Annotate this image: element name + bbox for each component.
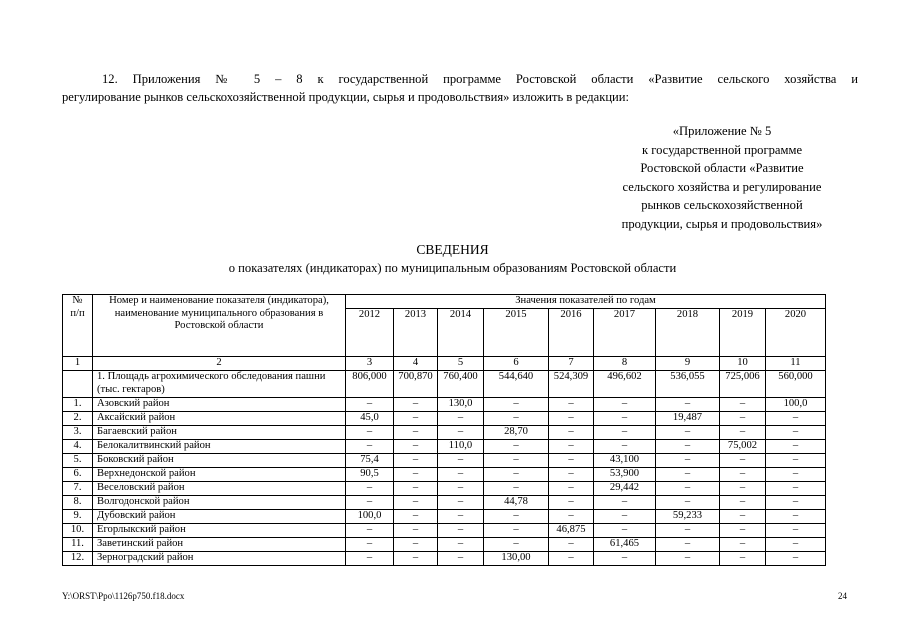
table-row (63, 481, 826, 495)
header-num: № п/п (63, 295, 93, 357)
year-header: 2019 (720, 309, 766, 357)
value-cell: – (656, 439, 720, 453)
row-number: 3. (63, 425, 93, 439)
value-cell: – (438, 411, 484, 425)
value-cell: – (394, 495, 438, 509)
value-cell: – (766, 509, 826, 523)
year-header: 2018 (656, 309, 720, 357)
appendix-header (588, 122, 856, 233)
table-column-numbers-row (63, 357, 826, 371)
value-cell: 59,233 (656, 509, 720, 523)
indicator-value: 560,000 (766, 371, 826, 398)
value-cell: 75,4 (346, 453, 394, 467)
year-header: 2014 (438, 309, 484, 357)
intro-paragraph (62, 70, 858, 106)
column-number: 6 (484, 357, 549, 371)
document-subtitle: о показателях (индикаторах) по муниципальным образованиям Ростовской области (228, 261, 677, 275)
value-cell: – (346, 551, 394, 565)
value-cell: 130,0 (438, 397, 484, 411)
value-cell: – (394, 453, 438, 467)
value-cell: – (346, 481, 394, 495)
value-cell: – (594, 551, 656, 565)
year-header: 2012 (346, 309, 394, 357)
table-row (63, 453, 826, 467)
value-cell: – (484, 537, 549, 551)
value-cell: – (656, 523, 720, 537)
value-cell: – (484, 467, 549, 481)
district-name: Боковский район (93, 453, 346, 467)
value-cell: 29,442 (594, 481, 656, 495)
value-cell: – (484, 523, 549, 537)
value-cell: – (766, 537, 826, 551)
row-number: 4. (63, 439, 93, 453)
value-cell: – (549, 509, 594, 523)
value-cell: – (766, 551, 826, 565)
year-header: 2016 (549, 309, 594, 357)
year-header: 2013 (394, 309, 438, 357)
footer-file-path: Y:\ORST\Ppo\1126p750.f18.docx (62, 591, 185, 601)
value-cell: – (594, 439, 656, 453)
value-cell: 90,5 (346, 467, 394, 481)
value-cell: – (720, 551, 766, 565)
value-cell: – (656, 453, 720, 467)
value-cell: – (549, 467, 594, 481)
district-name: Белокалитвинский район (93, 439, 346, 453)
value-cell: – (438, 467, 484, 481)
value-cell: – (594, 509, 656, 523)
value-cell: – (656, 467, 720, 481)
appendix-line: сельского хозяйства и регулирование (622, 179, 822, 194)
value-cell: – (438, 537, 484, 551)
district-name: Аксайский район (93, 411, 346, 425)
value-cell: 53,900 (594, 467, 656, 481)
column-number: 10 (720, 357, 766, 371)
table-row (63, 551, 826, 565)
value-cell: – (766, 425, 826, 439)
indicator-value: 544,640 (484, 371, 549, 398)
indicator-value: 760,400 (438, 371, 484, 398)
value-cell: – (346, 495, 394, 509)
row-number: 2. (63, 411, 93, 425)
table-row (63, 495, 826, 509)
year-header: 2015 (484, 309, 549, 357)
intro-line-2: регулирование рынков сельскохозяйственной продукции, сырья и продовольствия» изложить в редакции: (62, 90, 630, 104)
appendix-line: «Приложение № 5 (672, 124, 772, 138)
value-cell: – (394, 411, 438, 425)
value-cell: – (656, 425, 720, 439)
value-cell: – (394, 523, 438, 537)
district-name: Дубовский район (93, 509, 346, 523)
column-number: 1 (63, 357, 93, 371)
value-cell: – (720, 509, 766, 523)
value-cell: 130,00 (484, 551, 549, 565)
row-number: 5. (63, 453, 93, 467)
column-number: 3 (346, 357, 394, 371)
indicator-value: 725,006 (720, 371, 766, 398)
value-cell: – (394, 509, 438, 523)
value-cell: – (720, 453, 766, 467)
indicator-value: 496,602 (594, 371, 656, 398)
value-cell: – (484, 509, 549, 523)
value-cell: – (346, 425, 394, 439)
value-cell: – (656, 397, 720, 411)
table-row (63, 397, 826, 411)
year-header: 2020 (766, 309, 826, 357)
footer-page-number: 24 (838, 591, 847, 601)
indicator-num-cell (63, 371, 93, 398)
document-title: СВЕДЕНИЯ (416, 242, 489, 257)
value-cell: – (549, 439, 594, 453)
column-number: 2 (93, 357, 346, 371)
row-number: 12. (63, 551, 93, 565)
value-cell: – (594, 523, 656, 537)
column-number: 11 (766, 357, 826, 371)
value-cell: – (438, 425, 484, 439)
indicators-table (62, 294, 826, 566)
value-cell: – (549, 453, 594, 467)
intro-line-1: 12. Приложения № 5 – 8 к государственной программе Ростовской области «Развитие сельского хозяйства и (102, 72, 858, 86)
value-cell: – (394, 425, 438, 439)
value-cell: – (766, 495, 826, 509)
appendix-line: к государственной программе (641, 142, 803, 157)
value-cell: – (438, 523, 484, 537)
value-cell: – (346, 439, 394, 453)
value-cell: – (549, 425, 594, 439)
value-cell: 100,0 (346, 509, 394, 523)
indicator-value: 524,309 (549, 371, 594, 398)
appendix-line: продукции, сырья и продовольствия» (621, 216, 823, 231)
value-cell: – (594, 425, 656, 439)
table-row (63, 425, 826, 439)
value-cell: 45,0 (346, 411, 394, 425)
value-cell: – (394, 467, 438, 481)
year-header: 2017 (594, 309, 656, 357)
value-cell: – (720, 523, 766, 537)
value-cell: – (549, 551, 594, 565)
value-cell: – (720, 537, 766, 551)
value-cell: – (549, 411, 594, 425)
value-cell: – (549, 495, 594, 509)
value-cell: – (656, 537, 720, 551)
district-name: Веселовский район (93, 481, 346, 495)
value-cell: – (594, 397, 656, 411)
row-number: 10. (63, 523, 93, 537)
row-number: 11. (63, 537, 93, 551)
district-name: Багаевский район (93, 425, 346, 439)
value-cell: – (484, 411, 549, 425)
value-cell: – (484, 439, 549, 453)
value-cell: – (549, 481, 594, 495)
appendix-line: Ростовской области «Развитие (640, 161, 804, 175)
value-cell: 75,002 (720, 439, 766, 453)
value-cell: – (656, 481, 720, 495)
column-number: 8 (594, 357, 656, 371)
row-number: 9. (63, 509, 93, 523)
value-cell: 19,487 (656, 411, 720, 425)
indicator-value: 806,000 (346, 371, 394, 398)
value-cell: – (346, 397, 394, 411)
row-number: 7. (63, 481, 93, 495)
indicator-value: 536,055 (656, 371, 720, 398)
value-cell: – (438, 509, 484, 523)
district-name: Заветинский район (93, 537, 346, 551)
table-row (63, 537, 826, 551)
value-cell: – (346, 523, 394, 537)
row-number: 8. (63, 495, 93, 509)
table-row (63, 523, 826, 537)
header-indicator-name: Номер и наименование показателя (индикатора), наименование муниципального образования в Ростовской области (93, 295, 346, 357)
district-name: Верхнедонской район (93, 467, 346, 481)
value-cell: – (484, 481, 549, 495)
value-cell: – (766, 467, 826, 481)
table-header-row (63, 295, 826, 309)
value-cell: – (346, 537, 394, 551)
value-cell: 100,0 (766, 397, 826, 411)
value-cell: 28,70 (484, 425, 549, 439)
value-cell: – (394, 537, 438, 551)
column-number: 4 (394, 357, 438, 371)
value-cell: – (766, 439, 826, 453)
value-cell: – (438, 495, 484, 509)
value-cell: – (394, 481, 438, 495)
value-cell: – (438, 551, 484, 565)
table-row (63, 467, 826, 481)
district-name: Волгодонской район (93, 495, 346, 509)
value-cell: – (720, 495, 766, 509)
column-number: 5 (438, 357, 484, 371)
table-row (63, 439, 826, 453)
value-cell: 44,78 (484, 495, 549, 509)
value-cell: – (394, 439, 438, 453)
value-cell: – (594, 495, 656, 509)
table-row (63, 509, 826, 523)
district-name: Азовский район (93, 397, 346, 411)
value-cell: – (720, 411, 766, 425)
value-cell: – (720, 397, 766, 411)
table-indicator-row (63, 371, 826, 398)
row-number: 6. (63, 467, 93, 481)
value-cell: – (720, 467, 766, 481)
value-cell: – (438, 481, 484, 495)
value-cell: – (766, 411, 826, 425)
column-number: 7 (549, 357, 594, 371)
indicator-name: 1. Площадь агрохимического обследования пашни (тыс. гектаров) (93, 371, 346, 398)
value-cell: – (484, 397, 549, 411)
value-cell: – (766, 523, 826, 537)
value-cell: – (438, 453, 484, 467)
appendix-line: рынков сельскохозяйственной (641, 198, 803, 212)
value-cell: – (394, 551, 438, 565)
value-cell: – (656, 551, 720, 565)
value-cell: – (394, 397, 438, 411)
indicator-value: 700,870 (394, 371, 438, 398)
value-cell: – (484, 453, 549, 467)
value-cell: – (549, 397, 594, 411)
value-cell: – (720, 425, 766, 439)
value-cell: – (656, 495, 720, 509)
row-number: 1. (63, 397, 93, 411)
header-values-by-year: Значения показателей по годам (346, 295, 826, 309)
value-cell: 61,465 (594, 537, 656, 551)
value-cell: – (594, 411, 656, 425)
table-row (63, 411, 826, 425)
value-cell: 46,875 (549, 523, 594, 537)
district-name: Зерноградский район (93, 551, 346, 565)
value-cell: – (766, 481, 826, 495)
value-cell: – (720, 481, 766, 495)
value-cell: 43,100 (594, 453, 656, 467)
district-name: Егорлыкский район (93, 523, 346, 537)
value-cell: 110,0 (438, 439, 484, 453)
column-number: 9 (656, 357, 720, 371)
value-cell: – (766, 453, 826, 467)
value-cell: – (549, 537, 594, 551)
